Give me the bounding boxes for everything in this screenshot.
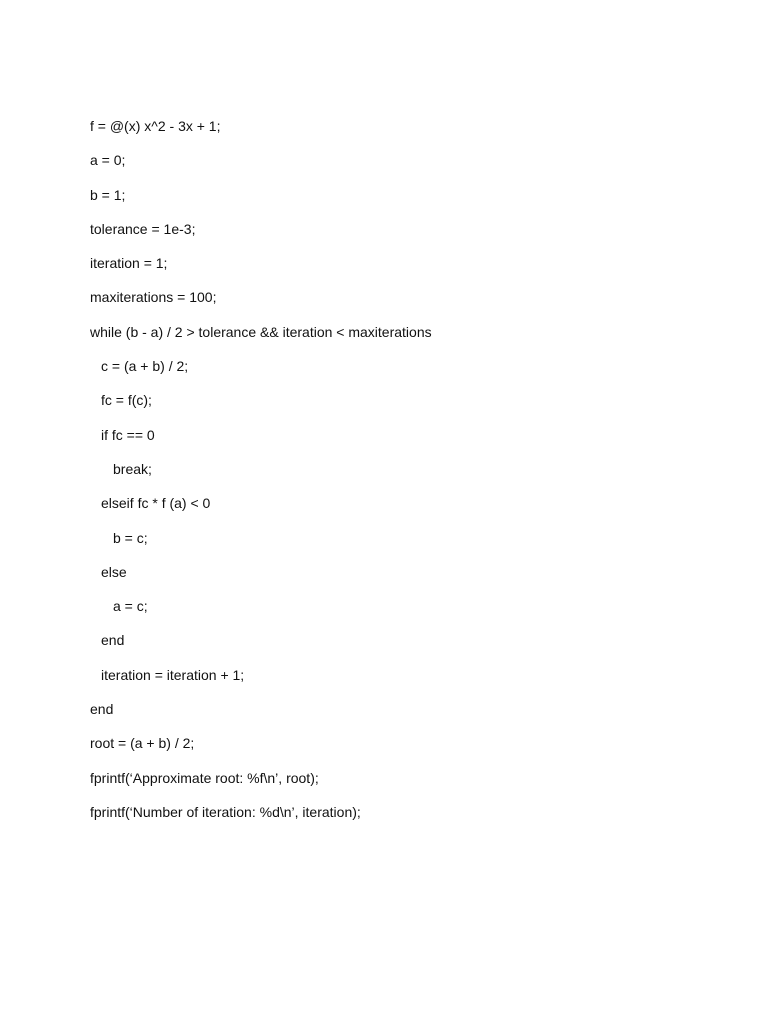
code-line: end: [101, 632, 125, 649]
code-line: break;: [113, 460, 152, 477]
code-line: a = 0;: [90, 152, 126, 169]
code-line: fc = f(c);: [101, 392, 152, 409]
code-line: if fc == 0: [101, 426, 155, 443]
code-line: c = (a + b) / 2;: [101, 358, 189, 375]
code-line: a = c;: [113, 598, 148, 615]
code-line: iteration = 1;: [90, 255, 168, 272]
code-line: elseif fc * f (a) < 0: [101, 495, 211, 512]
code-line: tolerance = 1e-3;: [90, 220, 196, 237]
code-line: b = c;: [113, 529, 148, 546]
code-line: b = 1;: [90, 186, 126, 203]
code-line: fprintf(‘Number of iteration: %d\n’, iteration);: [90, 803, 361, 820]
code-line: fprintf(‘Approximate root: %f\n’, root);: [90, 769, 319, 786]
code-line: f = @(x) x^2 - 3x + 1;: [90, 118, 221, 134]
code-line: root = (a + b) / 2;: [90, 735, 195, 752]
code-line: maxiterations = 100;: [90, 289, 217, 306]
code-line: end: [90, 701, 114, 718]
code-line: while (b - a) / 2 > tolerance && iteration < maxiterations: [90, 323, 432, 340]
code-listing: [90, 116, 730, 836]
code-line: iteration = iteration + 1;: [101, 666, 245, 683]
code-line: else: [101, 563, 127, 580]
